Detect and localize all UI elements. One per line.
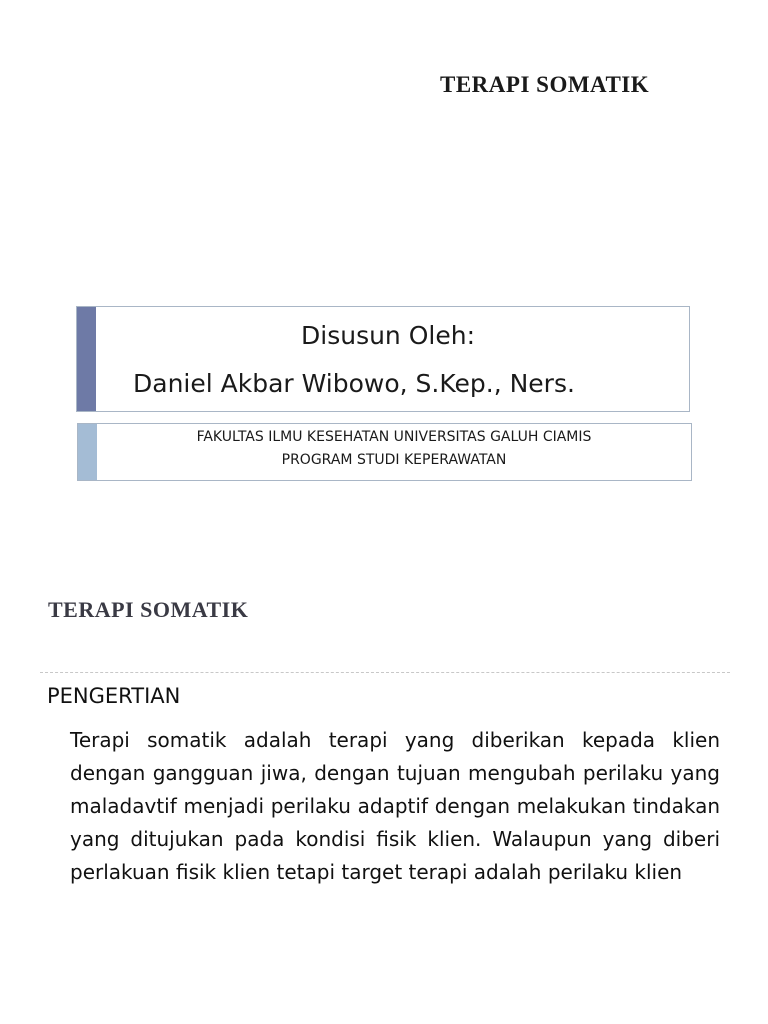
author-box (76, 306, 690, 412)
faculty-box (77, 423, 692, 481)
author-label: Disusun Oleh: (301, 321, 475, 350)
title-divider (40, 672, 730, 673)
program-name: PROGRAM STUDI KEPERAWATAN (281, 452, 507, 468)
slide1-title: TERAPI SOMATIK (440, 72, 650, 97)
section-heading: PENGERTIAN (47, 684, 181, 708)
faculty-name: FAKULTAS ILMU KESEHATAN UNIVERSITAS GALUH CIAMIS (196, 429, 592, 445)
author-name: Daniel Akbar Wibowo, S.Kep., Ners. (133, 369, 575, 398)
slide2-title: TERAPI SOMATIK (48, 597, 249, 622)
definition-paragraph: Terapi somatik adalah terapi yang diberikan kepada klien dengan gangguan jiwa, dengan tujuan mengubah perilaku yang maladavtif menjadi perilaku adaptif dengan melakukan tindakan yang ditujukan pada kondisi fisik klien. Walaupun yang diberi perlakuan fisik klien tetapi target terapi adalah perilaku klien (70, 728, 720, 884)
faculty-accent-bar (78, 424, 97, 480)
